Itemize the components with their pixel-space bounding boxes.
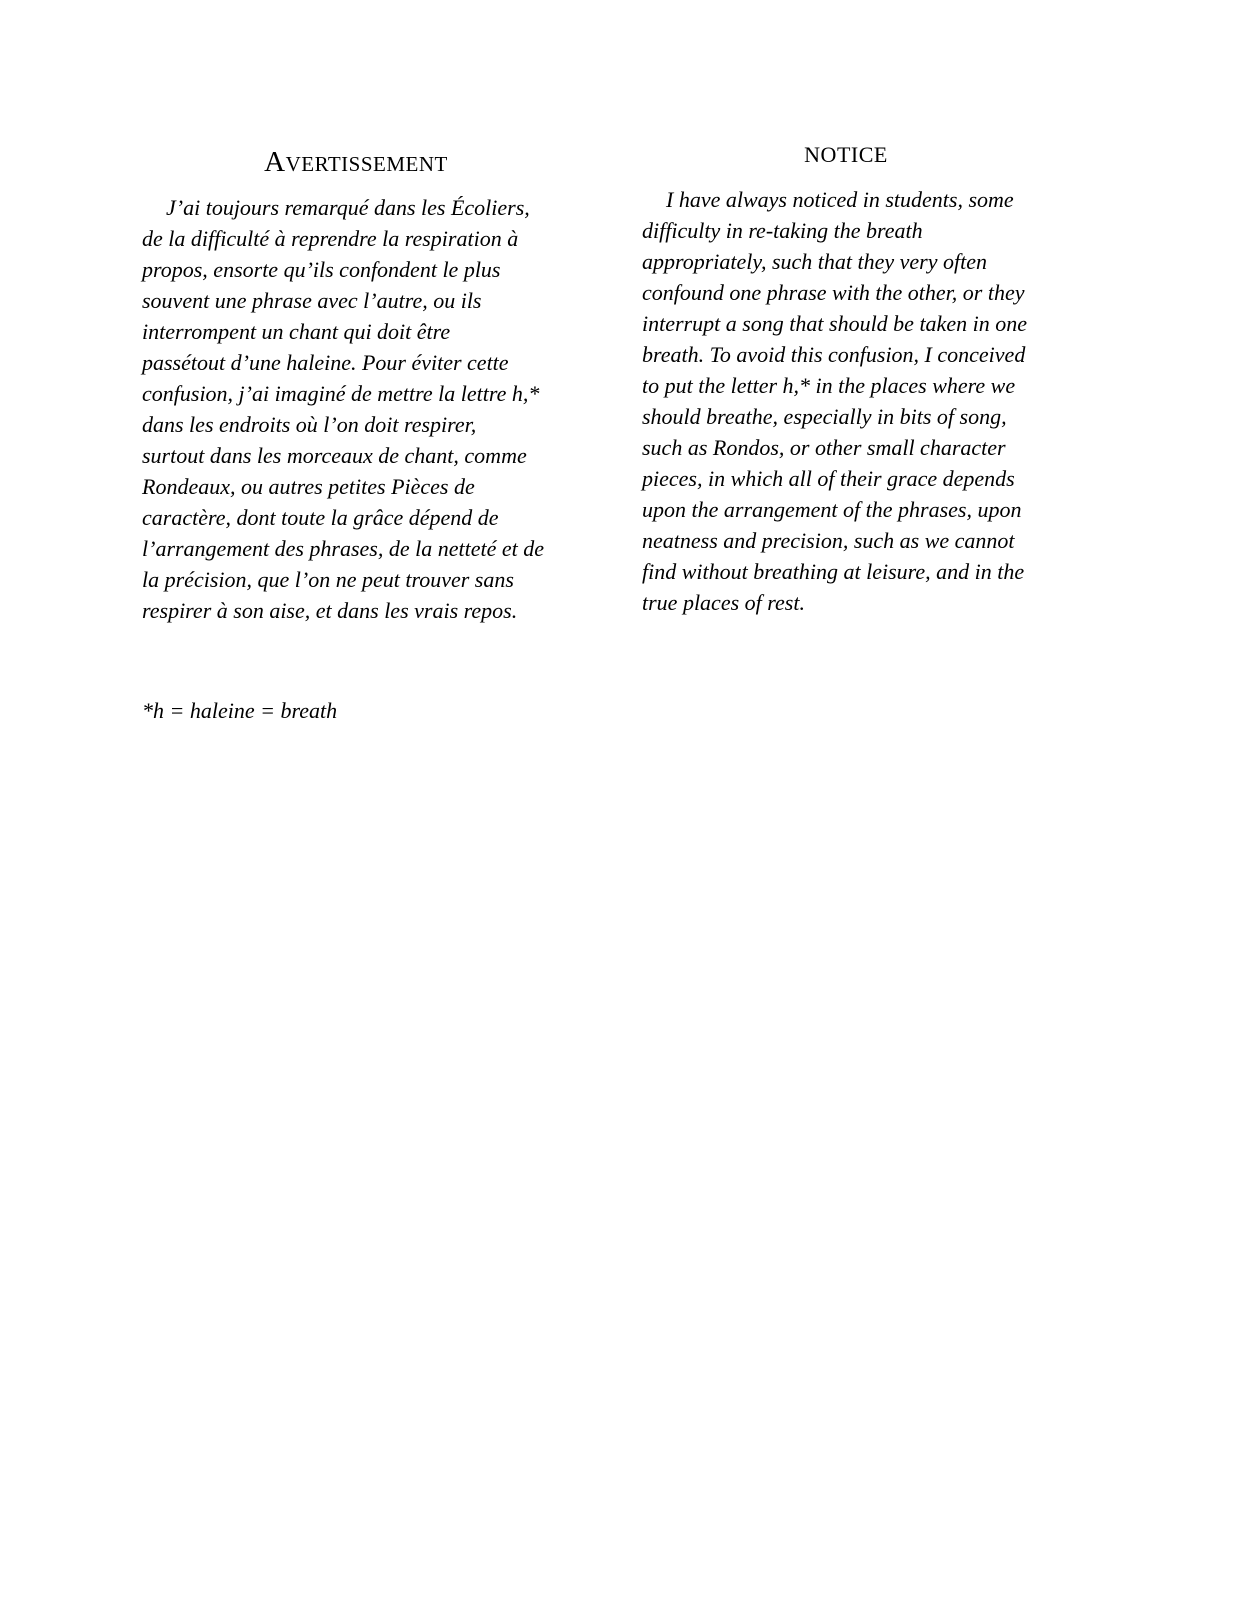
text-line: true places of rest.	[642, 590, 805, 615]
text-line: dans les endroits où l’on doit respirer,	[142, 412, 477, 437]
text-line: surtout dans les morceaux de chant, comme	[142, 443, 527, 468]
text-line: breath. To avoid this confusion, I conceived	[642, 342, 1026, 367]
text-line: passétout d’une haleine. Pour éviter cette	[142, 350, 509, 375]
text-line: de la difficulté à reprendre la respiration à	[142, 226, 519, 251]
text-line: interrompent un chant qui doit être	[142, 319, 451, 344]
text-line: respirer à son aise, et dans les vrais repos.	[142, 598, 518, 623]
text-line: appropriately, such that they very often	[642, 249, 987, 274]
heading-rest: VERTISSEMENT	[285, 152, 448, 176]
text-line: la précision, que l’on ne peut trouver sans	[142, 567, 514, 592]
french-column	[142, 140, 582, 626]
text-line: to put the letter h,* in the places where we	[642, 373, 1016, 398]
english-heading: NOTICE	[804, 142, 888, 167]
text-line: J’ai toujours remarqué dans les Écoliers,	[166, 195, 530, 220]
text-line: should breathe, especially in bits of song,	[642, 404, 1007, 429]
text-line: difficulty in re-taking the breath	[642, 218, 923, 243]
text-line: such as Rondos, or other small character	[642, 435, 1006, 460]
french-heading	[130, 140, 582, 192]
english-column	[642, 140, 1072, 618]
text-line: pieces, in which all of their grace depends	[642, 466, 1015, 491]
text-line: confusion, j’ai imaginé de mettre la lettre h,*	[142, 381, 540, 406]
french-paragraph	[142, 192, 582, 626]
text-line: propos, ensorte qu’ils confondent le plus	[142, 257, 501, 282]
text-line: souvent une phrase avec l’autre, ou ils	[142, 288, 482, 313]
heading-initial: A	[264, 146, 286, 178]
text-line: find without breathing at leisure, and in the	[642, 559, 1025, 584]
english-paragraph	[642, 184, 1072, 618]
text-line: Rondeaux, ou autres petites Pièces de	[142, 474, 475, 499]
text-line: confound one phrase with the other, or they	[642, 280, 1025, 305]
text-line: I have always noticed in students, some	[666, 187, 1014, 212]
text-line: neatness and precision, such as we cannot	[642, 528, 1015, 553]
text-line: upon the arrangement of the phrases, upon	[642, 497, 1022, 522]
text-line: caractère, dont toute la grâce dépend de	[142, 505, 499, 530]
footnote: *h = haleine = breath	[142, 698, 338, 723]
text-line: interrupt a song that should be taken in one	[642, 311, 1027, 336]
text-line: l’arrangement des phrases, de la netteté et de	[142, 536, 545, 561]
